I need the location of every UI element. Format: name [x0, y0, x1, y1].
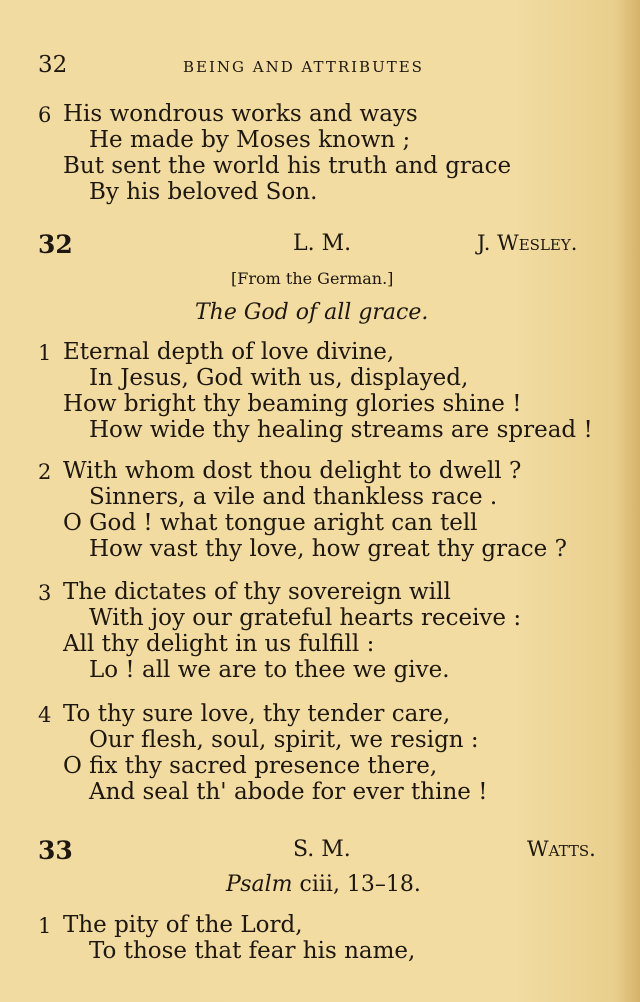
verse-line: O God ! what tongue aright can tell — [63, 510, 478, 536]
verse-line: How wide thy healing streams are spread ! — [89, 417, 593, 443]
psalm-verses: ciii, 13–18. — [299, 872, 421, 897]
verse-line: The dictates of thy sovereign will — [63, 579, 451, 605]
verse-line: With whom dost thou delight to dwell ? — [63, 458, 522, 484]
verse-line: The pity of the Lord, — [63, 912, 303, 938]
hymn-number: 32 — [38, 230, 73, 259]
verse-line: To thy sure love, thy tender care, — [63, 701, 451, 727]
verse-number: 6 — [38, 103, 52, 127]
psalm-label: Psalm — [226, 872, 293, 897]
hymn-meter: S. M. — [293, 837, 351, 862]
hymn-author: J. Wesley. — [477, 231, 578, 255]
verse-line: To those that fear his name, — [89, 938, 416, 964]
verse-line: But sent the world his truth and grace — [63, 153, 512, 179]
page-header — [38, 52, 598, 82]
verse-line: Eternal depth of love divine, — [63, 339, 395, 365]
verse-line: His wondrous works and ways — [63, 101, 418, 127]
verse-number: 1 — [38, 914, 52, 938]
verse-line: Lo ! all we are to thee we give. — [89, 657, 450, 683]
running-head: BEING AND ATTRIBUTES — [183, 58, 424, 76]
verse-line: How bright thy beaming glories shine ! — [63, 391, 522, 417]
verse-line: O fix thy sacred presence there, — [63, 753, 438, 779]
verse-line: And seal th' abode for ever thine ! — [89, 779, 488, 805]
page-number: 32 — [38, 52, 68, 78]
verse-line: How vast thy love, how great thy grace ? — [89, 536, 567, 562]
psalm-reference — [226, 874, 421, 896]
verse-number: 1 — [38, 341, 52, 365]
verse-line: With joy our grateful hearts receive : — [89, 605, 522, 631]
hymn-number: 33 — [38, 836, 73, 865]
verse-line: Sinners, a vile and thankless race . — [89, 484, 498, 510]
verse-line: He made by Moses known ; — [89, 127, 411, 153]
verse-line: All thy delight in us fulfill : — [63, 631, 375, 657]
source-note: [From the German.] — [231, 269, 394, 288]
hymn-meter: L. M. — [293, 231, 352, 256]
verse-line: In Jesus, God with us, displayed, — [89, 365, 469, 391]
verse-line: By his beloved Son. — [89, 179, 318, 205]
verse-number: 4 — [38, 703, 52, 727]
hymn-title: The God of all grace. — [195, 300, 429, 325]
hymn-author: Watts. — [527, 837, 596, 861]
verse-line: Our flesh, soul, spirit, we resign : — [89, 727, 479, 753]
verse-number: 2 — [38, 460, 52, 484]
verse-number: 3 — [38, 581, 52, 605]
